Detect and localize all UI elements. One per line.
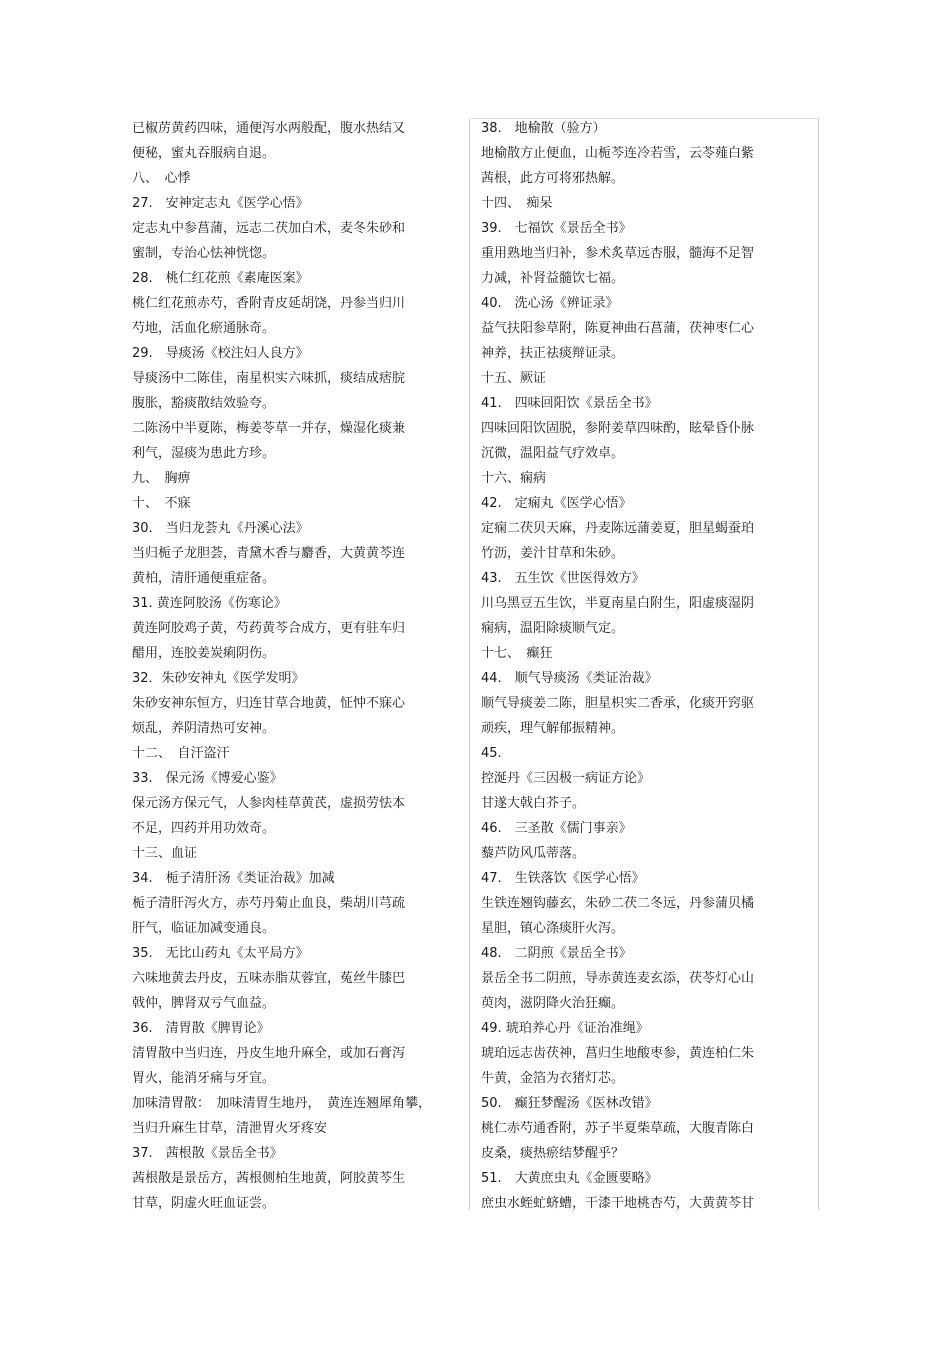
text-line: 醋用，连胶姜炭痢阴伤。	[132, 646, 276, 661]
text-line: 四味回阳饮固脱，参附姜草四味酌，眩晕昏仆脉	[481, 421, 755, 436]
text-line: 27. 安神定志丸《医学心悟》	[132, 196, 309, 211]
text-line: 加味清胃散： 加味清胃生地丹， 黄连连翘犀角攀，	[132, 1096, 432, 1111]
text-line: 已椒苈黄药四味，通便泻水两般配，腹水热结又	[132, 121, 406, 136]
text-line: 甘草，阴虚火旺血证尝。	[132, 1196, 276, 1211]
text-line: 皮桑，痰热瘀结梦醒乎？	[481, 1146, 625, 1161]
text-line: 42. 定痫丸《医学心悟》	[481, 496, 632, 511]
left-text-column	[132, 116, 467, 1216]
text-line: 51. 大黄庶虫丸《金匮要略》	[481, 1171, 658, 1186]
text-line: 当归升麻生甘草，清泄胃火牙疼安	[132, 1121, 328, 1136]
text-line: 六味地黄去丹皮，五味赤脂苁蓉宜，菟丝牛膝巴	[132, 971, 406, 986]
text-line: 神养，扶正祛痰辩证录。	[481, 346, 625, 361]
text-line: 甘遂大戟白芥子。	[481, 796, 586, 811]
text-line: 茜根，此方可将邪热解。	[481, 171, 625, 186]
text-line: 定痫二茯贝天麻，丹麦陈远蒲姜夏，胆星蝎蚕珀	[481, 521, 755, 536]
text-line: 46. 三圣散《儒门事亲》	[481, 821, 632, 836]
text-line: 九、 胸痹	[132, 471, 191, 486]
text-line: 31. 黄连阿胶汤《伤寒论》	[132, 596, 287, 611]
text-line: 35. 无比山药丸《太平局方》	[132, 946, 309, 961]
text-line: 藜芦防风瓜蒂落。	[481, 846, 586, 861]
text-line: 益气扶阳参草附，陈夏神曲石菖蒲，茯神枣仁心	[481, 321, 755, 336]
text-line: 二陈汤中半夏陈，梅姜苓草一并存，燥湿化痰兼	[132, 421, 406, 436]
text-line: 导痰汤中二陈佳，南星枳实六味抓，痰结成痞脘	[132, 371, 406, 386]
text-line: 朱砂安神东恒方，归连甘草合地黄，怔忡不寐心	[132, 696, 406, 711]
right-border	[818, 118, 819, 1210]
text-line: 47. 生铁落饮《医学心悟》	[481, 871, 645, 886]
text-line: 顺气导痰姜二陈，胆星枳实二香承，化痰开窍驱	[481, 696, 755, 711]
column-divider	[469, 118, 470, 1210]
text-line: 40. 洗心汤《辨证录》	[481, 296, 619, 311]
text-line: 28. 桃仁红花煎《素庵医案》	[132, 271, 309, 286]
text-line: 川乌黑豆五生饮，半夏南星白附生，阳虚痰湿阴	[481, 596, 755, 611]
text-line: 戟仲，脾肾双亏气血益。	[132, 996, 276, 1011]
text-line: 43. 五生饮《世医得效方》	[481, 571, 645, 586]
text-line: 庶虫水蛭虻蛴螬，干漆干地桃杏芍，大黄黄芩甘	[481, 1196, 755, 1211]
text-line: 十三、血证	[132, 846, 198, 861]
text-line: 29. 导痰汤《校注妇人良方》	[132, 346, 309, 361]
text-line: 十四、 痴呆	[481, 196, 553, 211]
text-line: 便秘，蜜丸吞服病自退。	[132, 146, 276, 161]
text-line: 50. 癫狂梦醒汤《医林改错》	[481, 1096, 658, 1111]
text-line: 茜根散是景岳方，茜根侧柏生地黄，阿胶黄芩生	[132, 1171, 406, 1186]
text-line: 八、 心悸	[132, 171, 191, 186]
text-line: 44. 顺气导痰汤《类证治裁》	[481, 671, 658, 686]
text-line: 37. 茜根散《景岳全书》	[132, 1146, 283, 1161]
text-line: 定志丸中参菖蒲，远志二茯加白术，麦冬朱砂和	[132, 221, 406, 236]
text-line: 桃仁红花煎赤芍，香附青皮延胡饶，丹参当归川	[132, 296, 406, 311]
text-line: 当归栀子龙胆荟，青黛木香与麝香，大黄黄芩连	[132, 546, 406, 561]
text-line: 痫病，温阳除痰顺气定。	[481, 621, 625, 636]
text-line: 地榆散方止便血，山栀芩连冷若雪，云苓薤白紫	[481, 146, 755, 161]
text-line: 星胆，镇心涤痰肝火泻。	[481, 921, 625, 936]
text-line: 萸肉，滋阴降火治狂癫。	[481, 996, 625, 1011]
text-line: 清胃散中当归连，丹皮生地升麻全，或加石膏泻	[132, 1046, 406, 1061]
text-line: 十六、痫病	[481, 471, 547, 486]
text-line: 十二、 自汗盗汗	[132, 746, 230, 761]
text-line: 黄柏，清肝通便重症备。	[132, 571, 276, 586]
text-line: 控涎丹《三因极一病证方论》	[481, 771, 651, 786]
text-line: 十、 不寐	[132, 496, 191, 511]
text-line: 36. 清胃散《脾胃论》	[132, 1021, 270, 1036]
text-line: 利气，湿痰为患此方珍。	[132, 446, 276, 461]
text-line: 胃火，能消牙痛与牙宣。	[132, 1071, 276, 1086]
text-line: 39. 七福饮《景岳全书》	[481, 221, 632, 236]
text-line: 竹沥，姜汁甘草和朱砂。	[481, 546, 625, 561]
text-line: 芍地，活血化瘀通脉奇。	[132, 321, 276, 336]
text-line: 重用熟地当归补，参术炙草远杏服，髓海不足智	[481, 246, 755, 261]
text-line: 34. 栀子清肝汤《类证治裁》加减	[132, 871, 335, 886]
text-line: 蜜制，专治心怯神恍惚。	[132, 246, 276, 261]
text-line: 栀子清肝泻火方，赤芍丹菊止血良，柴胡川芎疏	[132, 896, 406, 911]
text-line: 生铁连翘钩藤玄，朱砂二茯二冬远，丹参蒲贝橘	[481, 896, 755, 911]
text-line: 49. 琥珀养心丹《证治准绳》	[481, 1021, 649, 1036]
text-line: 十七、 癫狂	[481, 646, 553, 661]
text-line: 45.	[481, 746, 502, 761]
text-line: 肝气，临证加减变通良。	[132, 921, 276, 936]
text-line: 保元汤方保元气，人参肉桂草黄芪，虚损劳怯本	[132, 796, 406, 811]
text-line: 顽疾，理气解郁振精神。	[481, 721, 625, 736]
text-line: 腹胀，豁痰散结效验夸。	[132, 396, 276, 411]
text-line: 琥珀远志齿茯神，菖归生地酸枣参，黄连柏仁朱	[481, 1046, 755, 1061]
right-text-column	[481, 116, 816, 1216]
text-line: 30. 当归龙荟丸《丹溪心法》	[132, 521, 309, 536]
text-line: 十五、厥证	[481, 371, 547, 386]
text-line: 沉微，温阳益气疗效卓。	[481, 446, 625, 461]
text-line: 黄连阿胶鸡子黄，芍药黄芩合成方，更有驻车归	[132, 621, 406, 636]
text-line: 48. 二阴煎《景岳全书》	[481, 946, 632, 961]
text-line: 牛黄，金箔为衣猪灯芯。	[481, 1071, 625, 1086]
text-line: 38. 地榆散（验方）	[481, 121, 606, 136]
text-line: 41. 四味回阳饮《景岳全书》	[481, 396, 658, 411]
text-line: 不足，四药并用功效奇。	[132, 821, 276, 836]
text-line: 力减，补肾益髓饮七福。	[481, 271, 625, 286]
text-line: 烦乱，养阴清热可安神。	[132, 721, 276, 736]
text-line: 景岳全书二阴煎，导赤黄连麦玄添，茯苓灯心山	[481, 971, 755, 986]
text-line: 32．朱砂安神丸《医学发明》	[132, 671, 305, 686]
text-line: 33. 保元汤《博爱心鉴》	[132, 771, 283, 786]
text-line: 桃仁赤芍通香附，苏子半夏柴草疏，大腹青陈白	[481, 1121, 755, 1136]
